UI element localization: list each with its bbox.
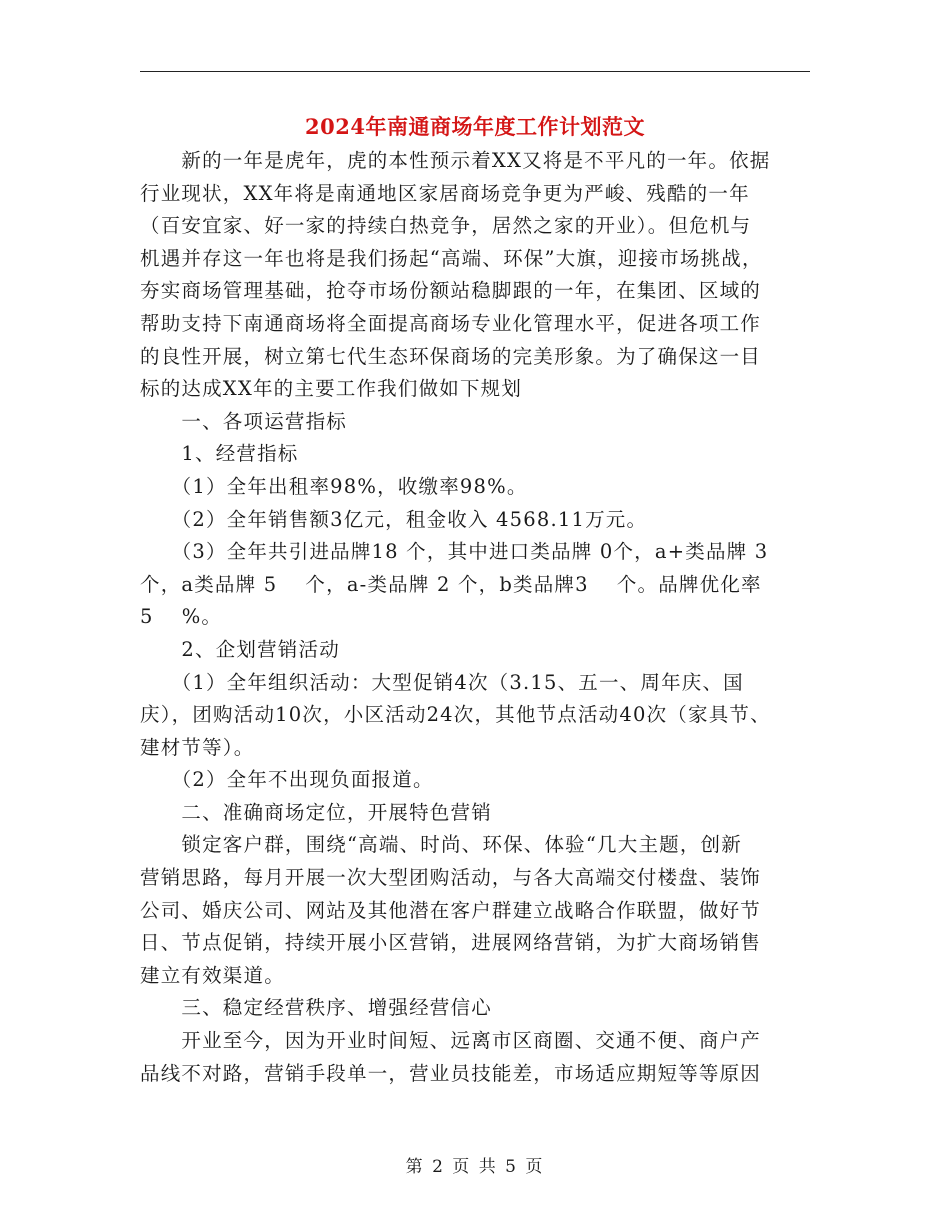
body-line: 品线不对路，营销手段单一，营业员技能差，市场适应期短等等原因 [140, 1061, 762, 1085]
body-line: 一、各项运营指标 [140, 409, 348, 433]
body-line: （2）全年销售额3亿元，租金收入 4568.11万元。 [140, 507, 648, 531]
body-line: 2、企划营销活动 [140, 637, 340, 661]
body-line: 锁定客户群，围绕“高端、时尚、环保、体验“几大主题，创新 [140, 833, 742, 857]
document-title: 2024年南通商场年度工作计划范文 [305, 114, 645, 139]
body-line: 个，a类品牌 5 个，a-类品牌 2 个，b类品牌3 个。品牌优化率 [140, 572, 762, 596]
body-line: （1）全年出租率98%，收缴率98%。 [140, 474, 528, 498]
body-line: 1、经营指标 [140, 442, 299, 466]
body-line: 公司、婚庆公司、网站及其他潜在客户群建立战略合作联盟，做好节 [140, 898, 762, 922]
body-line: 5 %。 [140, 605, 223, 629]
body-line: 的良性开展，树立第七代生态环保商场的完美形象。为了确保这一目 [140, 344, 762, 368]
body-line: 夯实商场管理基础，抢夺市场份额站稳脚跟的一年，在集团、区域的 [140, 279, 762, 303]
body-line: （百安宜家、好一家的持续白热竞争，居然之家的开业）。但危机与 [140, 214, 752, 238]
body-line: 日、节点促销，持续开展小区营销，进展网络营销，为扩大商场销售 [140, 931, 762, 955]
body-line: （3）全年共引进品牌18 个，其中进口类品牌 0个，a+类品牌 3 [140, 540, 769, 564]
body-line: 帮助支持下南通商场将全面提高商场专业化管理水平，促进各项工作 [140, 311, 762, 335]
body-line: 建材节等）。 [140, 735, 255, 759]
body-line: 营销思路，每月开展一次大型团购活动，与各大高端交付楼盘、装饰 [140, 866, 762, 890]
page-number: 第 2 页 共 5 页 [405, 1157, 545, 1177]
header-rule [140, 71, 810, 72]
body-line: 行业现状，XX年将是南通地区家居商场竞争更为严峻、残酷的一年 [140, 181, 750, 205]
body-line: 庆），团购活动10次，小区活动24次，其他节点活动40次（家具节、 [140, 703, 771, 727]
body-line: 新的一年是虎年，虎的本性预示着XX又将是不平凡的一年。依据 [140, 149, 771, 172]
body-line: 机遇并存这一年也将是我们扬起“高端、环保”大旗，迎接市场挑战， [140, 246, 763, 270]
body-line: 开业至今，因为开业时间短、远离市区商圈、交通不便、商户产 [140, 1029, 762, 1053]
body-line: 建立有效渠道。 [140, 963, 285, 987]
body-line: 标的达成XX年的主要工作我们做如下规划 [140, 377, 523, 401]
body-line: （2）全年不出现负面报道。 [140, 768, 434, 792]
body-line: 二、准确商场定位，开展特色营销 [140, 800, 492, 824]
body-line: 三、稳定经营秩序、增强经营信心 [140, 996, 492, 1020]
document-body [140, 145, 810, 1090]
body-line: （1）全年组织活动：大型促销4次（3.15、五一、周年庆、国 [140, 670, 744, 694]
